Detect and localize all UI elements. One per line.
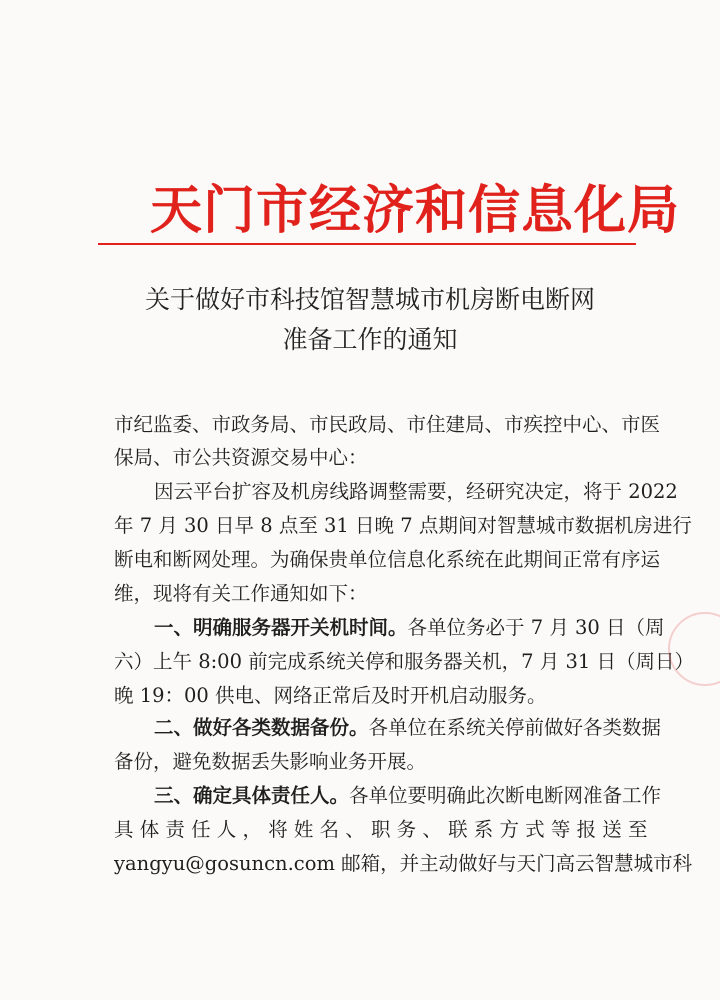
- paragraph-intro-line3: 断电和断网处理。为确保贵单位信息化系统在此期间正常有序运: [114, 548, 661, 571]
- section2-heading: 二、做好各类数据备份。: [154, 716, 369, 739]
- recipients-line1: 市纪监委、市政务局、市民政局、市住建局、市疾控中心、市医: [114, 413, 661, 436]
- section3-text: 各单位要明确此次断电断网准备工作: [349, 784, 662, 807]
- notice-title-line1: 关于做好市科技馆智慧城市机房断电断网: [144, 285, 595, 314]
- notice-title-line2: 准备工作的通知: [282, 325, 458, 354]
- section3-line1: [154, 781, 694, 811]
- section1-line3: 晚 19：00 供电、网络正常后及时开机启动服务。: [114, 684, 547, 707]
- recipients-line2: 保局、市公共资源交易中心：: [114, 446, 368, 469]
- org-header: 天门市经济和信息化局: [150, 180, 681, 241]
- section2-line2: 备份，避免数据丢失影响业务开展。: [114, 750, 427, 773]
- section2-line1: [154, 713, 694, 743]
- section3-line2: 具 体 责 任 人 ， 将 姓 名 、 职 务 、 联 系 方 式 等 报 送 至: [114, 818, 648, 841]
- section1-text: 各单位务必于 7 月 30 日（周: [407, 616, 665, 639]
- section1-heading: 一、明确服务器开关机时间。: [154, 616, 408, 639]
- paragraph-intro-line4: 维，现将有关工作通知如下：: [114, 582, 368, 605]
- section3-heading: 三、确定具体责任人。: [154, 784, 350, 807]
- section1-line1: [154, 613, 694, 643]
- section3-line3: yangyu@gosuncn.com 邮箱，并主动做好与天门高云智慧城市科: [114, 852, 693, 875]
- section2-text: 各单位在系统关停前做好各类数据: [368, 716, 662, 739]
- header-divider: [98, 243, 636, 245]
- paragraph-intro-line1: 因云平台扩容及机房线路调整需要，经研究决定，将于 2022: [154, 480, 678, 503]
- paragraph-intro-line2: 年 7 月 30 日早 8 点至 31 日晚 7 点期间对智慧城市数据机房进行: [114, 514, 692, 537]
- section1-line2: 六）上午 8:00 前完成系统关停和服务器关机，7 月 31 日（周日）: [114, 650, 695, 673]
